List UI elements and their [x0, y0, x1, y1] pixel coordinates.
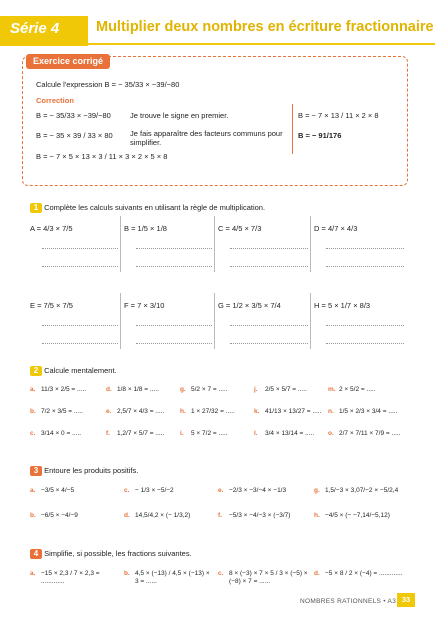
ex2-item-expr-7: 1 × 27/32 = ..... — [191, 408, 235, 415]
ex1-row1-separator-3 — [310, 216, 311, 272]
ex1-title: Complète les calculs suivants en utilisant la règle de multiplication. — [44, 203, 266, 212]
correction-result1: B = − 7 × 13 / 11 × 2 × 8 — [298, 111, 379, 120]
ex2-item-expr-11: 1,2/7 × 5/7 = ..... — [117, 430, 165, 437]
ex1-row1-separator-2 — [214, 216, 215, 272]
ex3-item-expr-0: −3/5 × 4/−5 — [41, 487, 75, 494]
ex2-item-expr-4: 2 × 5/2 = ..... — [339, 386, 376, 393]
ex1-row2-separator-1 — [120, 293, 121, 349]
ex1-row1-label-2: C = 4/5 × 7/3 — [218, 224, 262, 233]
ex1-row1-label-1: B = 1/5 × 1/8 — [124, 224, 167, 233]
ex1-row2-separator-2 — [214, 293, 215, 349]
ex2-item-label-9: n. — [328, 408, 334, 415]
ex1-row1-answer-line-3-1 — [326, 266, 404, 267]
ex4-item-label-0: a. — [30, 570, 36, 577]
ex1-row1-separator-1 — [120, 216, 121, 272]
correction-divider — [292, 104, 293, 154]
ex2-item-expr-3: 2/5 × 5/7 = ..... — [265, 386, 307, 393]
ex3-item-expr-2: −2/3 × −3/−4 × −1/3 — [229, 487, 287, 494]
ex2-title: Calcule mentalement. — [44, 366, 117, 375]
ex3-title: Entoure les produits positifs. — [44, 466, 139, 475]
ex2-item-expr-10: 3/14 × 0 = ..... — [41, 430, 82, 437]
ex4-heading — [30, 549, 192, 559]
correction-step3: B = − 7 × 5 × 13 × 3 / 11 × 3 × 2 × 5 × 8 — [36, 152, 168, 161]
ex2-item-label-7: h. — [180, 408, 186, 415]
ex2-item-label-4: m. — [328, 386, 336, 393]
ex4-item-label-3: d. — [314, 570, 320, 577]
ex2-item-expr-5: 7/2 × 3/5 = ..... — [41, 408, 83, 415]
ex2-heading — [30, 366, 117, 376]
ex2-item-expr-2: 5/2 × 7 = ..... — [191, 386, 228, 393]
ex3-item-label-1: c. — [124, 487, 130, 494]
ex2-item-expr-8: 41/13 × 13/27 = ..... — [265, 408, 322, 415]
ex1-row2-answer-line-1-1 — [136, 343, 212, 344]
ex3-heading — [30, 466, 138, 476]
ex1-heading — [30, 203, 265, 213]
ex2-number: 2 — [30, 366, 42, 376]
header-rule — [88, 43, 435, 45]
ex1-row2-label-2: G = 1/2 × 3/5 × 7/4 — [218, 301, 281, 310]
correction-step1: B = − 35/33 × −39/−80 — [36, 111, 111, 120]
ex1-row2-answer-line-0-0 — [42, 325, 118, 326]
ex2-item-label-8: k. — [254, 408, 260, 415]
ex3-item-label-4: b. — [30, 512, 36, 519]
ex3-item-label-7: h. — [314, 512, 320, 519]
ex2-item-expr-9: 1/5 × 2/3 × 3/4 = ..... — [339, 408, 398, 415]
ex4-number: 4 — [30, 549, 42, 559]
ex3-item-expr-7: −4/5 × (− −7,14/−5,12) — [325, 512, 390, 519]
ex1-row1-answer-line-0-1 — [42, 266, 118, 267]
ex2-item-label-2: g. — [180, 386, 186, 393]
ex2-item-label-11: f. — [106, 430, 110, 437]
ex2-item-label-14: o. — [328, 430, 334, 437]
ex1-row2-answer-line-3-0 — [326, 325, 404, 326]
ex1-row1-answer-line-0-0 — [42, 248, 118, 249]
ex2-item-expr-12: 5 × 7/2 = ..... — [191, 430, 228, 437]
ex2-item-label-5: b. — [30, 408, 36, 415]
ex3-number: 3 — [30, 466, 42, 476]
ex1-row2-label-1: F = 7 × 3/10 — [124, 301, 165, 310]
ex4-item-expr-1: 4,5 × (−13) / 4,5 × (−13) × 3 = ...... — [135, 570, 210, 585]
ex4-title: Simplifie, si possible, les fractions suivantes. — [44, 549, 192, 558]
ex2-item-expr-14: 2/7 × 7/11 × 7/9 = ..... — [339, 430, 401, 437]
ex3-item-label-5: d. — [124, 512, 130, 519]
ex1-row2-answer-line-3-1 — [326, 343, 404, 344]
ex1-number: 1 — [30, 203, 42, 213]
ex3-item-label-0: a. — [30, 487, 36, 494]
corrected-exercise-badge: Exercice corrigé — [26, 54, 110, 69]
ex2-item-label-3: j. — [254, 386, 258, 393]
ex1-row1-answer-line-1-0 — [136, 248, 212, 249]
ex1-row1-label-0: A = 4/3 × 7/5 — [30, 224, 73, 233]
ex3-item-expr-3: 1,5/−3 × 3,07/−2 × −5/2,4 — [325, 487, 399, 494]
corrected-exercise-box — [22, 56, 408, 186]
ex1-row2-answer-line-2-0 — [230, 325, 308, 326]
ex2-item-label-13: l. — [254, 430, 258, 437]
footer-text: NOMBRES RATIONNELS • A3 — [300, 598, 397, 605]
ex2-item-expr-13: 3/4 × 13/14 = ..... — [265, 430, 315, 437]
ex2-item-expr-1: 1/8 × 1/8 = ..... — [117, 386, 159, 393]
ex2-item-label-10: c. — [30, 430, 36, 437]
correction-comment2: Je fais apparaître des facteurs communs pour simplifier. — [130, 129, 283, 147]
ex3-item-expr-6: −5/3 × −4/−3 × (−3/7) — [229, 512, 291, 519]
ex3-item-label-6: f. — [218, 512, 222, 519]
ex1-row1-answer-line-1-1 — [136, 266, 212, 267]
ex4-item-expr-0: −15 × 2,3 / 7 × 2,3 = ............. — [41, 570, 100, 585]
ex3-item-expr-4: −6/5 × −4/−9 — [41, 512, 78, 519]
correction-label: Correction — [36, 96, 74, 105]
correction-result2: B = − 91/176 — [298, 131, 342, 140]
ex1-row1-label-3: D = 4/7 × 4/3 — [314, 224, 358, 233]
page-number: 33 — [397, 593, 415, 607]
page-title: Multiplier deux nombres en écriture fractionnaire — [96, 19, 434, 35]
ex2-item-expr-0: 11/3 × 2/5 = ..... — [41, 386, 87, 393]
ex1-row1-answer-line-2-1 — [230, 266, 308, 267]
ex4-item-expr-3: −5 × 8 / 2 × (−4) = ............. — [325, 570, 403, 577]
ex3-item-expr-5: 14,5/4,2 × (− 1/3,2) — [135, 512, 191, 519]
ex3-item-expr-1: − 1/3 × −5/−2 — [135, 487, 174, 494]
ex1-row2-answer-line-2-1 — [230, 343, 308, 344]
ex1-row2-label-0: E = 7/5 × 7/5 — [30, 301, 73, 310]
ex4-item-expr-2: 8 × (−3) × 7 × 5 / 3 × (−5) × (−8) × 7 = ...... — [229, 570, 308, 585]
serie-label: Série 4 — [10, 20, 60, 37]
ex4-item-label-2: c. — [218, 570, 224, 577]
corrected-intro: Calcule l'expression B = − 35/33 × −39/−80 — [36, 80, 180, 89]
ex1-row2-answer-line-1-0 — [136, 325, 212, 326]
ex2-item-label-6: e. — [106, 408, 112, 415]
ex1-row2-label-3: H = 5 × 1/7 × 8/3 — [314, 301, 371, 310]
ex1-row1-answer-line-3-0 — [326, 248, 404, 249]
ex3-item-label-3: g. — [314, 487, 320, 494]
ex3-item-label-2: e. — [218, 487, 224, 494]
serie-badge — [0, 16, 88, 46]
ex1-row2-answer-line-0-1 — [42, 343, 118, 344]
ex2-item-label-1: d. — [106, 386, 112, 393]
correction-step2: B = − 35 × 39 / 33 × 80 — [36, 131, 113, 140]
ex2-item-label-12: i. — [180, 430, 184, 437]
ex1-row1-answer-line-2-0 — [230, 248, 308, 249]
ex4-item-label-1: b. — [124, 570, 130, 577]
correction-comment1: Je trouve le signe en premier. — [130, 111, 229, 120]
ex1-row2-separator-3 — [310, 293, 311, 349]
ex2-item-label-0: a. — [30, 386, 36, 393]
ex2-item-expr-6: 2,5/7 × 4/3 = ..... — [117, 408, 165, 415]
